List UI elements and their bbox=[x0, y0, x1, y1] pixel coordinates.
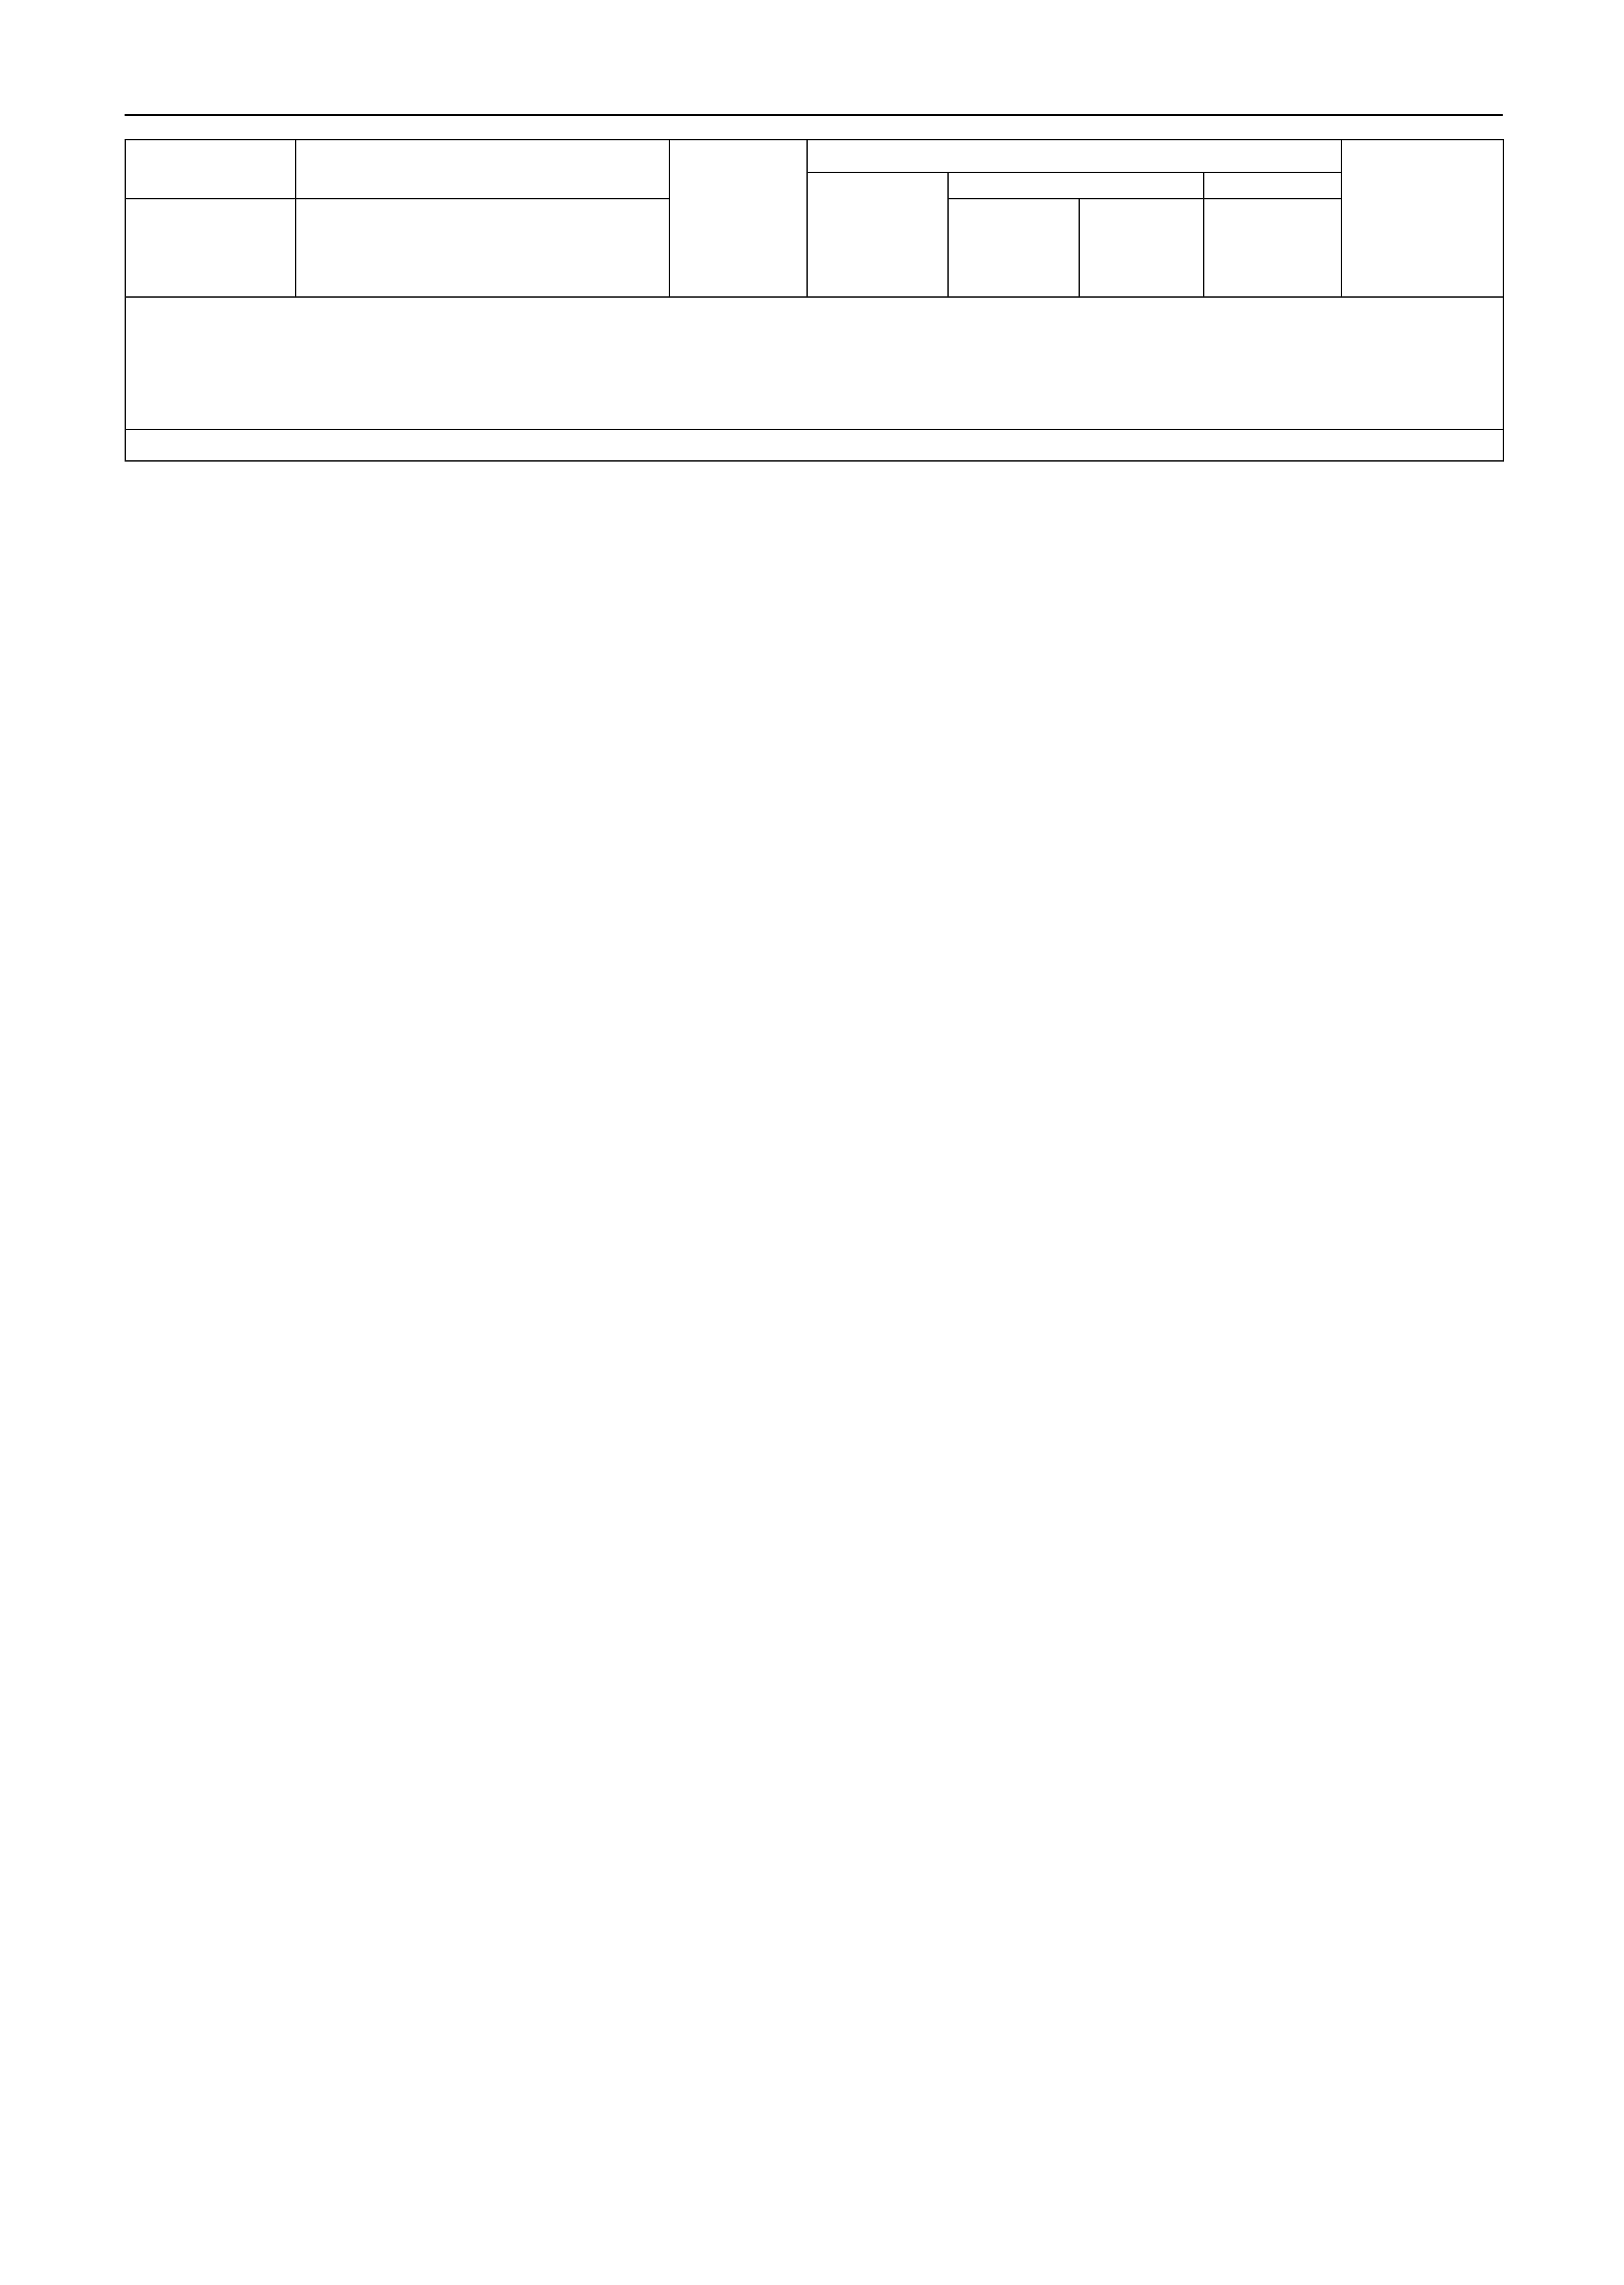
header-name-b bbox=[296, 199, 669, 297]
header-codes-a bbox=[125, 140, 296, 199]
table-title-cell bbox=[125, 297, 1503, 429]
header-materials bbox=[1204, 172, 1341, 199]
header-machines bbox=[948, 172, 1204, 199]
price-table bbox=[125, 139, 1503, 462]
header-material-use bbox=[1204, 199, 1341, 297]
table-header bbox=[125, 140, 1503, 297]
header-name-a bbox=[296, 140, 669, 199]
header-including bbox=[807, 140, 1341, 172]
header-direct-cost bbox=[669, 140, 807, 297]
table-067-heading bbox=[125, 297, 1503, 461]
subheading bbox=[125, 429, 1503, 461]
header-worker-pay bbox=[807, 172, 948, 297]
header-machines-total bbox=[948, 199, 1079, 297]
header-operator-pay bbox=[1079, 199, 1204, 297]
header-labor bbox=[1341, 140, 1503, 297]
header-codes-b bbox=[125, 199, 296, 297]
title-rule bbox=[125, 114, 1503, 116]
